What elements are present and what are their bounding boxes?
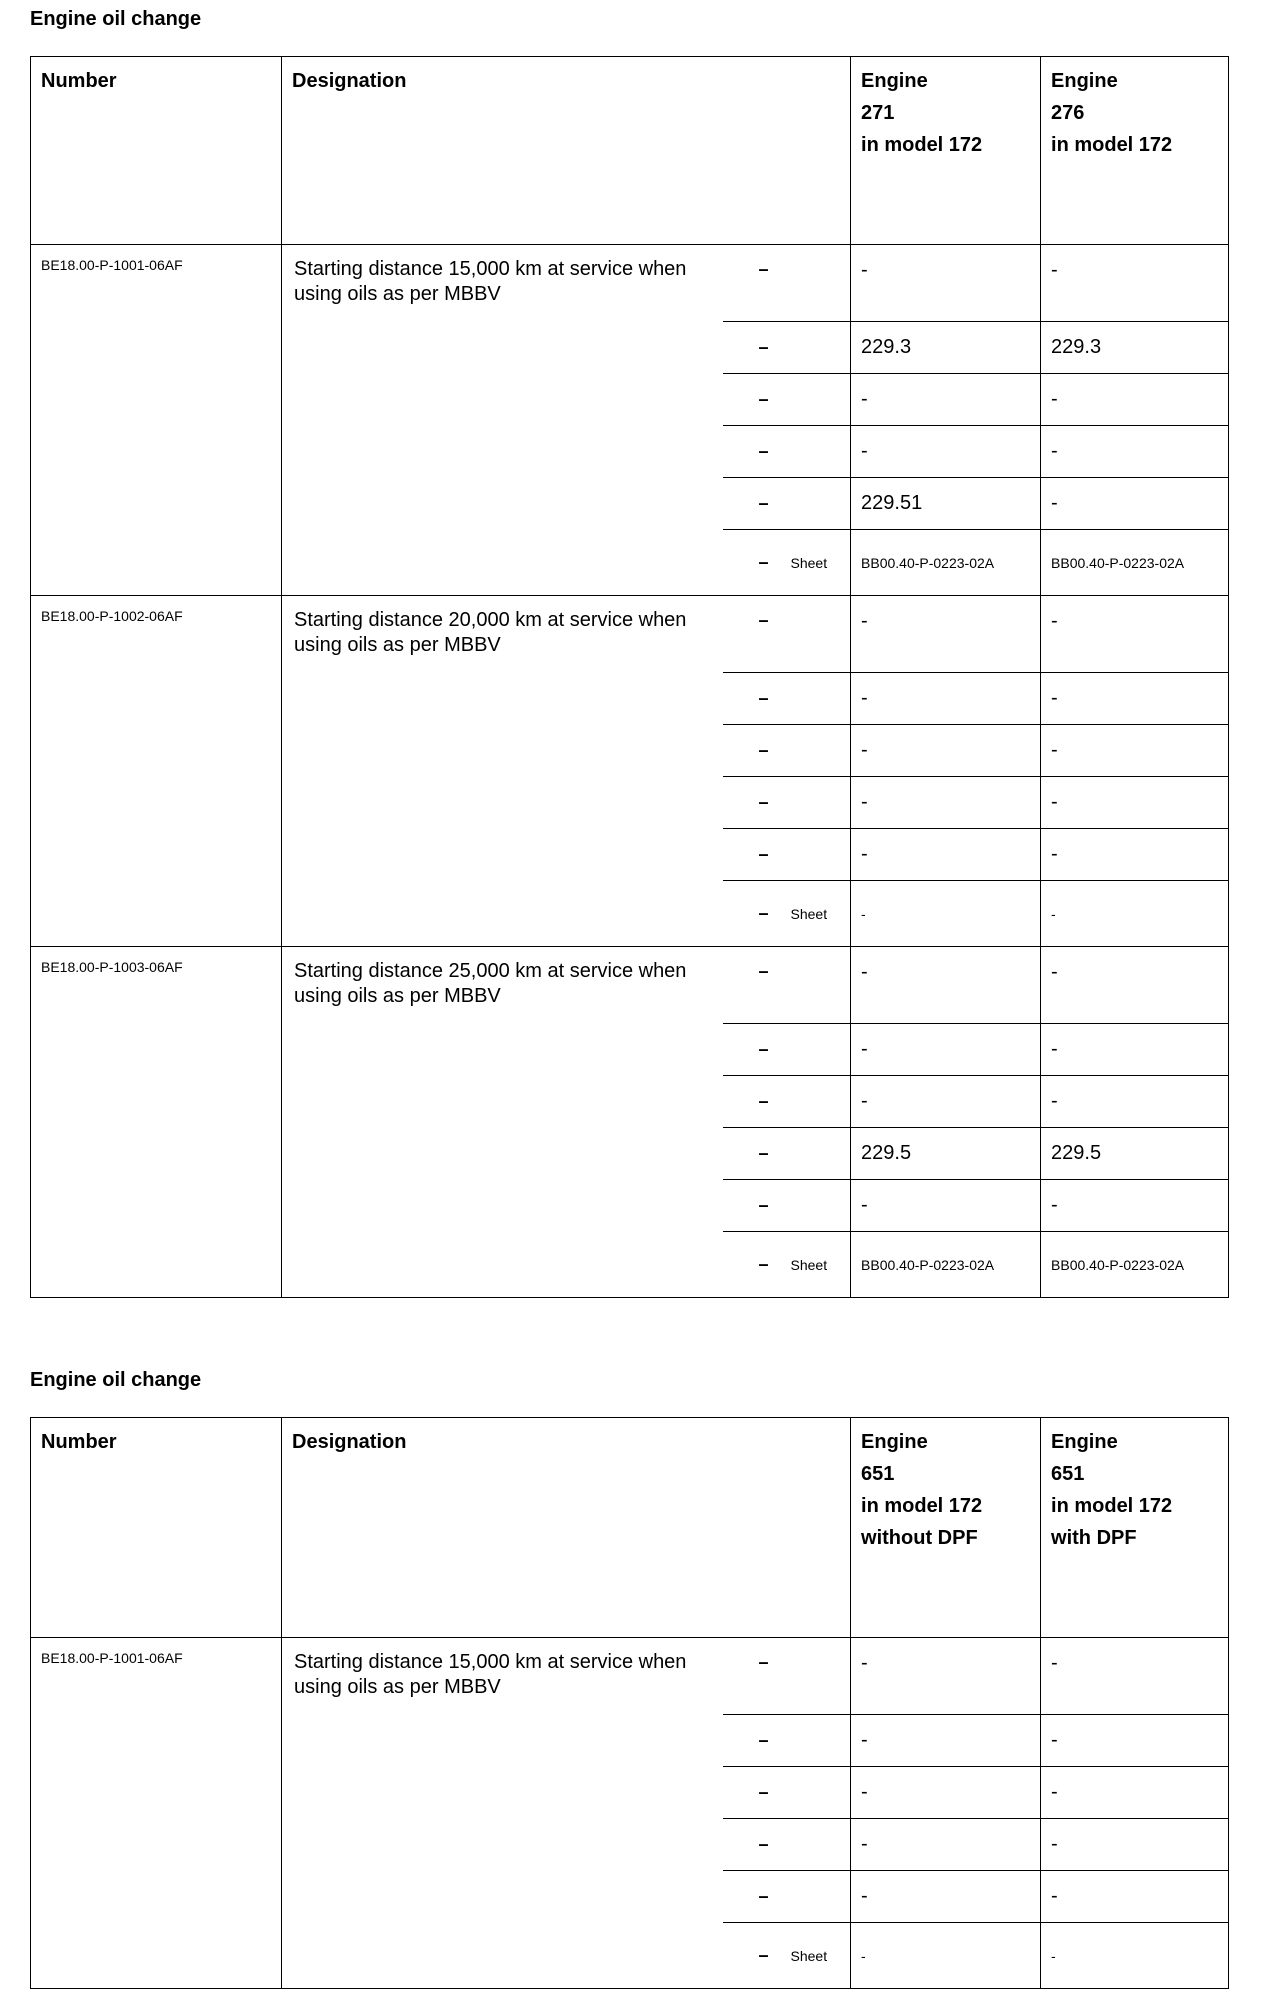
value-cell: - (851, 1923, 1041, 1989)
header-number: Number (31, 1418, 282, 1638)
header-line: Engine (861, 70, 928, 92)
value-cell: - (851, 777, 1041, 829)
value-cell: - (1041, 673, 1229, 725)
value-cell: - (1041, 1180, 1229, 1232)
row-marker: – (723, 1638, 851, 1715)
row-marker: – Sheet (723, 1232, 851, 1298)
value-cell: - (851, 245, 1041, 322)
value-cell: - (1041, 426, 1229, 478)
value-cell: 229.51 (851, 478, 1041, 530)
header-line: 271 (861, 102, 895, 124)
row-marker: – (723, 673, 851, 725)
value-cell: - (1041, 245, 1229, 322)
row-number: BE18.00-P-1002-06AF (31, 596, 282, 947)
value-cell: - (1041, 596, 1229, 673)
value-cell: - (1041, 1024, 1229, 1076)
row-number: BE18.00-P-1001-06AF (31, 1638, 282, 1989)
value-cell: - (851, 881, 1041, 947)
value-cell: - (851, 1180, 1041, 1232)
value-cell: - (851, 1024, 1041, 1076)
row-number: BE18.00-P-1003-06AF (31, 947, 282, 1298)
value-cell: BB00.40-P-0223-02A (1041, 1232, 1229, 1298)
value-cell: - (851, 1638, 1041, 1715)
header-line: without DPF (861, 1527, 978, 1549)
table-header-row (31, 1418, 1229, 1638)
value-cell: - (851, 829, 1041, 881)
value-cell: 229.3 (851, 322, 1041, 374)
header-engine-col1 (851, 1418, 1041, 1638)
table-row (31, 1638, 1229, 1715)
table-header-row (31, 57, 1229, 245)
value-cell: - (851, 374, 1041, 426)
row-marker: – (723, 1076, 851, 1128)
value-cell: - (851, 725, 1041, 777)
value-cell: - (851, 1076, 1041, 1128)
row-marker: – Sheet (723, 530, 851, 596)
header-line: in model 172 (1051, 134, 1173, 156)
value-cell: - (1041, 1638, 1229, 1715)
value-cell: - (851, 1715, 1041, 1767)
row-marker: – Sheet (723, 881, 851, 947)
row-marker: – (723, 1819, 851, 1871)
value-cell: 229.3 (1041, 322, 1229, 374)
row-marker: – (723, 478, 851, 530)
value-cell: - (1041, 881, 1229, 947)
value-cell: - (851, 596, 1041, 673)
value-cell: 229.5 (1041, 1128, 1229, 1180)
row-marker: – (723, 1767, 851, 1819)
row-number: BE18.00-P-1001-06AF (31, 245, 282, 596)
value-cell: BB00.40-P-0223-02A (851, 1232, 1041, 1298)
value-cell: - (1041, 478, 1229, 530)
row-marker: – Sheet (723, 1923, 851, 1989)
oil-change-table (30, 1417, 1229, 1989)
value-cell: 229.5 (851, 1128, 1041, 1180)
header-line: Engine (1051, 1431, 1118, 1453)
value-cell: - (851, 947, 1041, 1024)
header-line: 651 (1051, 1463, 1085, 1485)
header-line: with DPF (1051, 1527, 1137, 1549)
value-cell: - (1041, 947, 1229, 1024)
row-marker: – (723, 777, 851, 829)
value-cell: BB00.40-P-0223-02A (851, 530, 1041, 596)
row-marker: – (723, 947, 851, 1024)
row-marker: – (723, 725, 851, 777)
value-cell: BB00.40-P-0223-02A (1041, 530, 1229, 596)
header-designation: Designation (282, 57, 851, 245)
row-marker: – (723, 1871, 851, 1923)
header-line: 651 (861, 1463, 895, 1485)
value-cell: - (851, 1767, 1041, 1819)
row-designation: Starting distance 20,000 km at service when using oils as per MBBV (282, 596, 723, 947)
value-cell: - (1041, 1871, 1229, 1923)
header-line: in model 172 (861, 1495, 983, 1517)
table-row (31, 245, 1229, 322)
value-cell: - (851, 1871, 1041, 1923)
header-engine-col2 (1041, 1418, 1229, 1638)
section-title: Engine oil change (30, 1369, 202, 1391)
value-cell: - (1041, 1923, 1229, 1989)
row-designation: Starting distance 15,000 km at service when using oils as per MBBV (282, 245, 723, 596)
row-marker: – (723, 829, 851, 881)
header-line: Engine (1051, 70, 1118, 92)
table-row (31, 596, 1229, 673)
value-cell: - (851, 1819, 1041, 1871)
value-cell: - (851, 426, 1041, 478)
row-marker: – (723, 1180, 851, 1232)
header-line: 276 (1051, 102, 1085, 124)
value-cell: - (1041, 374, 1229, 426)
row-marker: – (723, 1024, 851, 1076)
header-line: in model 172 (861, 134, 983, 156)
header-engine-col2 (1041, 57, 1229, 245)
header-engine-col1 (851, 57, 1041, 245)
oil-change-table (30, 56, 1229, 1298)
value-cell: - (1041, 725, 1229, 777)
row-marker: – (723, 322, 851, 374)
value-cell: - (1041, 1715, 1229, 1767)
value-cell: - (1041, 1076, 1229, 1128)
header-designation: Designation (282, 1418, 851, 1638)
row-marker: – (723, 245, 851, 322)
value-cell: - (1041, 1767, 1229, 1819)
row-designation: Starting distance 25,000 km at service when using oils as per MBBV (282, 947, 723, 1298)
header-line: Engine (861, 1431, 928, 1453)
value-cell: - (851, 673, 1041, 725)
value-cell: - (1041, 777, 1229, 829)
value-cell: - (1041, 1819, 1229, 1871)
table-row (31, 947, 1229, 1024)
row-marker: – (723, 1128, 851, 1180)
row-marker: – (723, 426, 851, 478)
value-cell: - (1041, 829, 1229, 881)
section-title: Engine oil change (30, 8, 202, 30)
row-marker: – (723, 596, 851, 673)
header-number: Number (31, 57, 282, 245)
row-designation: Starting distance 15,000 km at service when using oils as per MBBV (282, 1638, 723, 1989)
row-marker: – (723, 1715, 851, 1767)
row-marker: – (723, 374, 851, 426)
header-line: in model 172 (1051, 1495, 1173, 1517)
